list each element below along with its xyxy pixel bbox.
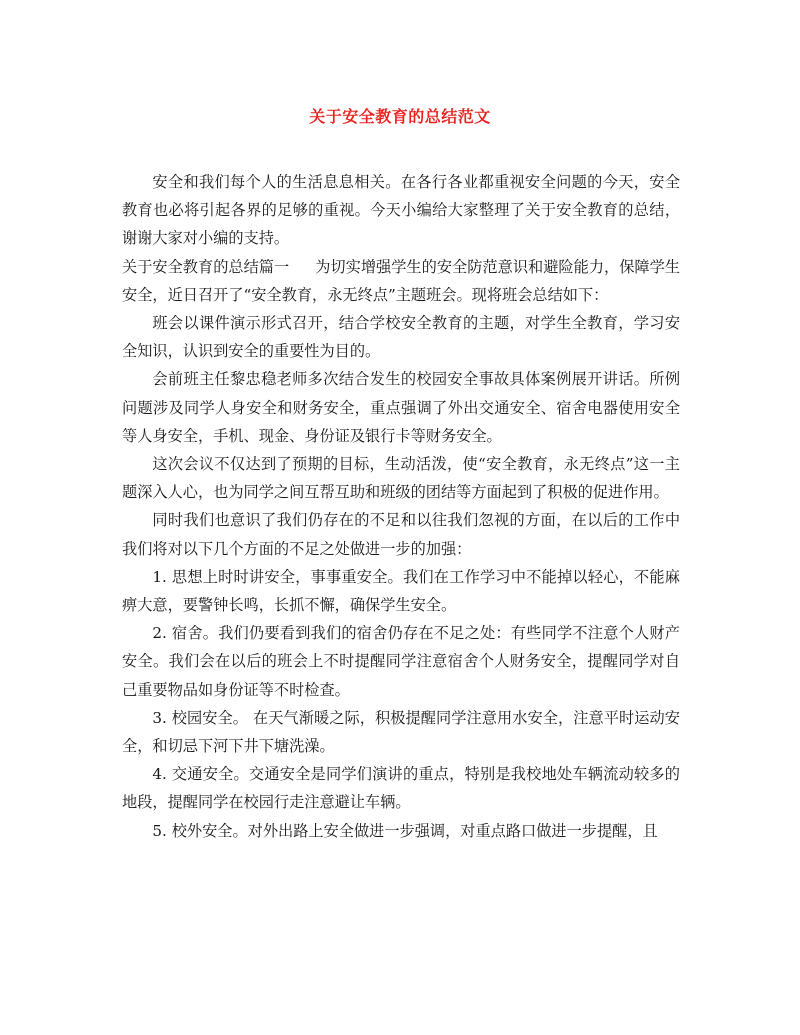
document-body bbox=[122, 168, 680, 845]
body-paragraph: 会前班主任黎忠稳老师多次结合发生的校园安全事故具体案例展开讲话。所例问题涉及同学人身安全和财务安全，重点强调了外出交通安全、宿舍电器使用安全等人身安全，手机、现金、身份证及银行卡等财务安全。 bbox=[122, 370, 680, 445]
list-item-4: 4. 交通安全。交通安全是同学们演讲的重点，特别是我校地处车辆流动较多的地段，提醒同学在校园行走注意避让车辆。 bbox=[122, 765, 680, 812]
list-item-3: 3. 校园安全。 在天气渐暖之际，积极提醒同学注意用水安全，注意平时运动安全，和切忌下河下井下塘洗澡。 bbox=[122, 708, 680, 756]
list-item-2: 2. 宿舍。我们仍要看到我们的宿舍仍存在不足之处：有些同学不注意个人财产安全。我们会在以后的班会上不时提醒同学注意宿舍个人财务安全，提醒同学对自己重要物品如身份证等不时检查。 bbox=[122, 624, 680, 699]
list-item-5: 5. 校外安全。对外出路上安全做进一步强调，对重点路口做进一步提醒，且 bbox=[152, 821, 658, 840]
body-paragraph: 这次会议不仅达到了预期的目标，生动活泼，使“安全教育，永无终点”这一主题深入人心，也为同学之间互帮互助和班级的团结等方面起到了积极的促进作用。 bbox=[122, 455, 680, 502]
list-item-1: 1. 思想上时时讲安全，事事重安全。我们在工作学习中不能掉以轻心，不能麻痹大意，要警钟长鸣，长抓不懈，确保学生安全。 bbox=[122, 567, 680, 615]
body-paragraph: 同时我们也意识了我们仍存在的不足和以往我们忽视的方面，在以后的工作中我们将对以下几个方面的不足之处做进一步的加强： bbox=[122, 511, 680, 558]
section-heading-paragraph bbox=[122, 253, 680, 309]
section-lead: 为切实增强学生的安全防范意识和避险能力，保障学生安全，近日召开了“安全教育，永无终点”主题班会。现将班会总结如下： bbox=[122, 257, 681, 304]
document-title: 关于安全教育的总结范文 bbox=[309, 107, 491, 126]
intro-paragraph: 安全和我们每个人的生活息息相关。在各行各业都重视安全问题的今天，安全教育也必将引起各界的足够的重视。今天小编给大家整理了关于安全教育的总结，谢谢大家对小编的支持。 bbox=[122, 173, 680, 248]
section-label: 关于安全教育的总结篇一 bbox=[122, 257, 290, 276]
body-paragraph: 班会以课件演示形式召开，结合学校安全教育的主题，对学生全教育，学习安全知识，认识到安全的重要性为目的。 bbox=[122, 314, 680, 361]
